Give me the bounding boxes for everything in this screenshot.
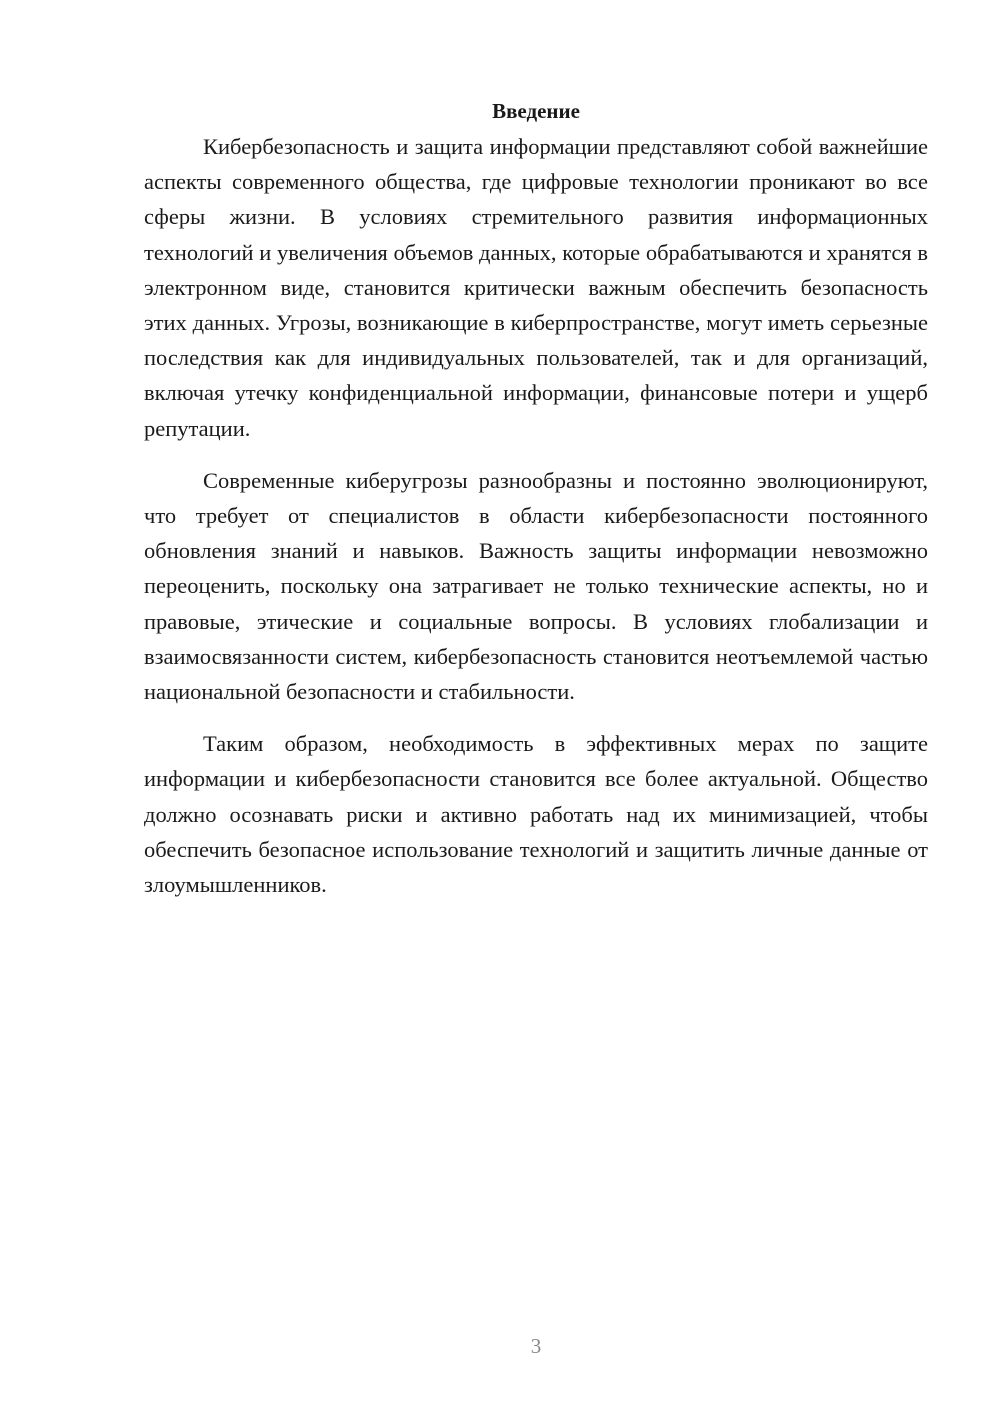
paragraph-1: Кибербезопасность и защита информации представляют собой важнейшие аспекты современного общества, где цифровые технологии проникают во все сферы жизни. В условиях стремительного развития информационных технологий и увеличения объемов данных, которые обрабатываются и хранятся в электронном виде, становится критически важным обеспечить безопасность этих данных. Угрозы, возникающие в киберпространстве, могут иметь серьезные последствия как для индивидуальных пользователей, так и для организаций, включая утечку конфиденциальной информации, финансовые потери и ущерб репутации. xyxy=(144,134,928,441)
page-number: 3 xyxy=(530,1334,542,1358)
page-content xyxy=(144,94,928,902)
paragraph-3: Таким образом, необходимость в эффективных мерах по защите информации и кибербезопасности становится все более актуальной. Общество должно осознавать риски и активно работать над их минимизацией, чтобы обеспечить безопасное использование технологий и защитить личные данные от злоумышленников. xyxy=(144,731,928,898)
section-title: Введение xyxy=(492,99,580,123)
paragraph-2: Современные киберугрозы разнообразны и постоянно эволюционируют, что требует от специалистов в области кибербезопасности постоянного обновления знаний и навыков. Важность защиты информации невозможно переоценить, поскольку она затрагивает не только технические аспекты, но и правовые, этические и социальные вопросы. В условиях глобализации и взаимосвязанности систем, кибербезопасность становится неотъемлемой частью национальной безопасности и стабильности. xyxy=(144,467,928,705)
